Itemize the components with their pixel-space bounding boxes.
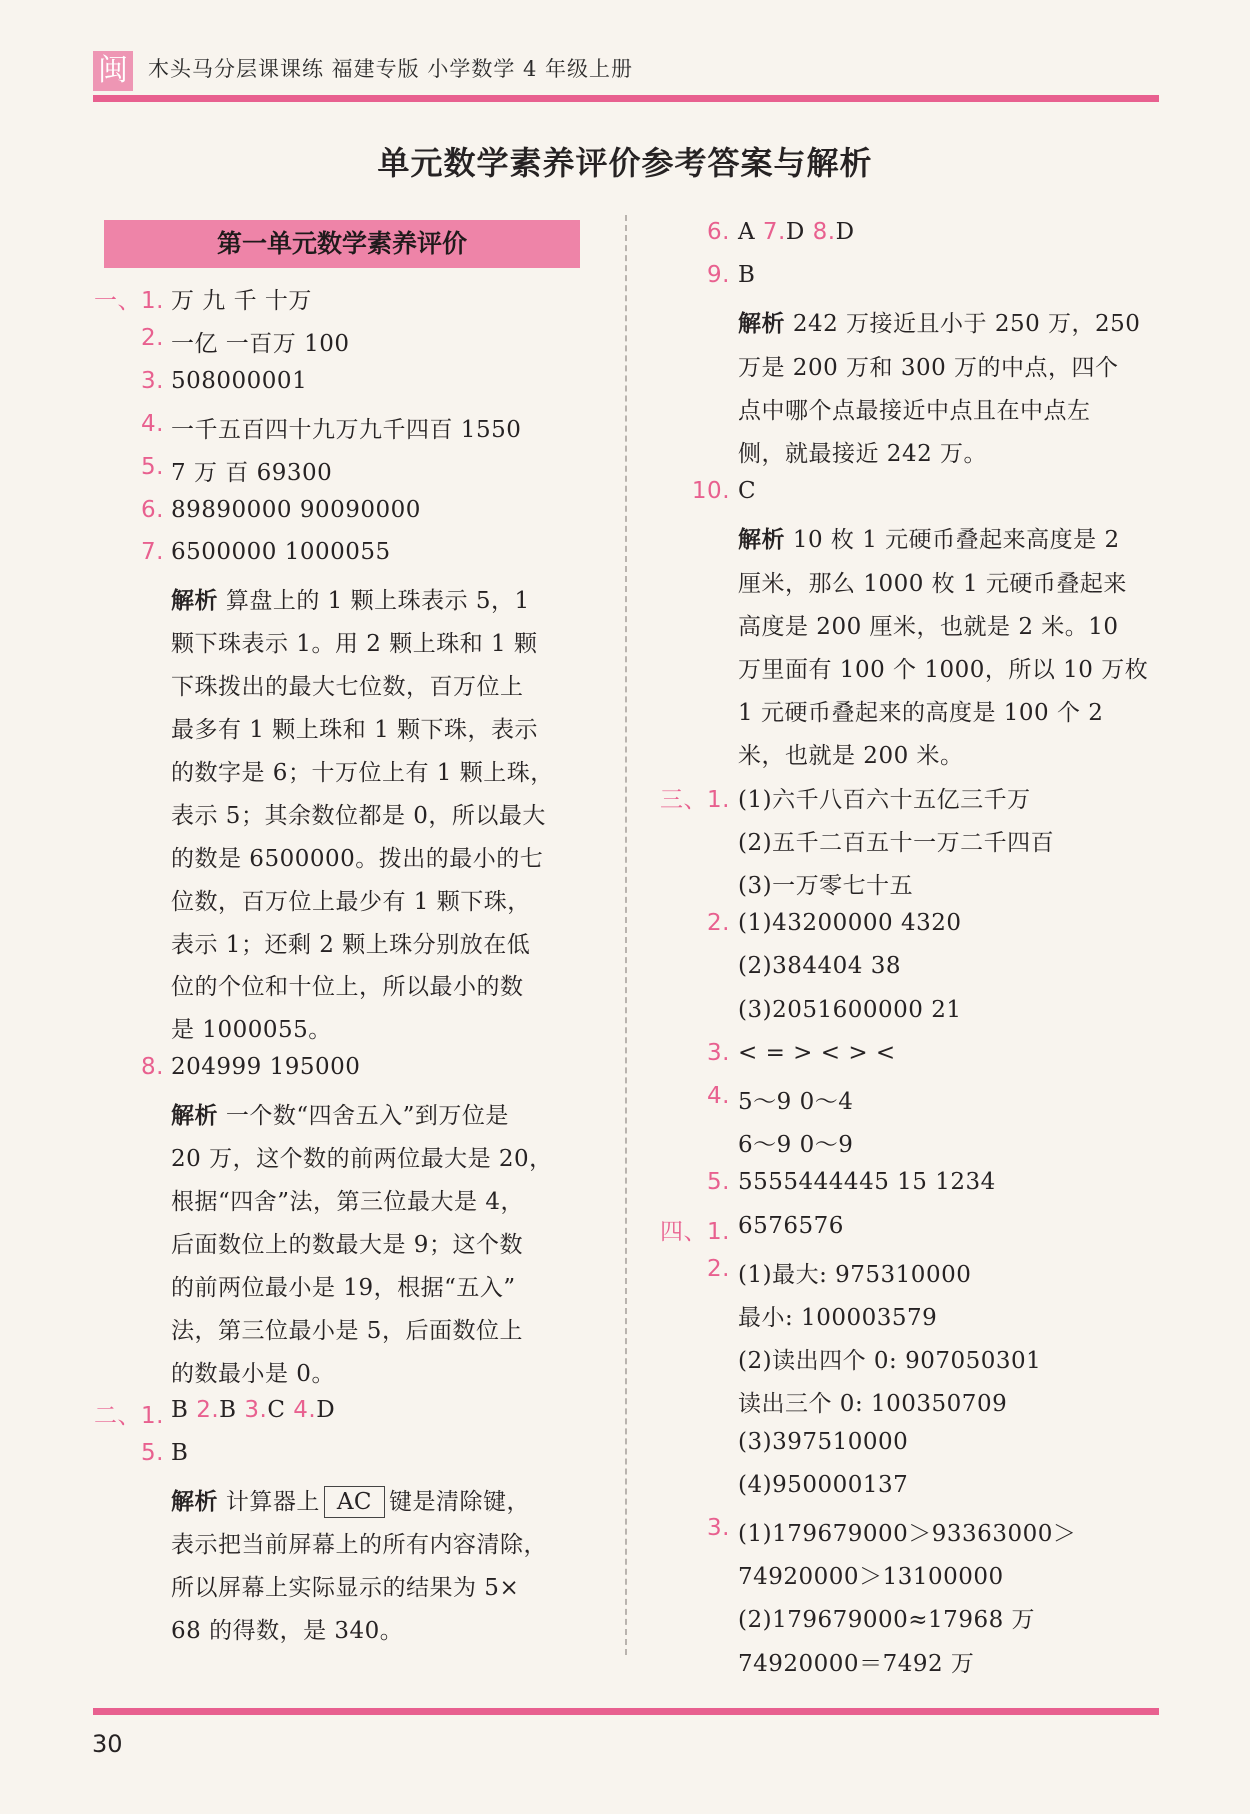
- item-number: 4.: [141, 410, 164, 437]
- answer-text: 74920000＝7492 万: [738, 1650, 975, 1677]
- page-title: 单元数学素养评价参考答案与解析: [377, 144, 873, 182]
- answer-line: [738, 1213, 844, 1239]
- answer-text: 计算器上: [225, 1489, 320, 1516]
- calculator-key: AC: [324, 1486, 385, 1518]
- item-number: 3.: [707, 1039, 730, 1066]
- answer-text: 法，第三位最小是 5，后面数位上: [171, 1317, 523, 1344]
- item-number: 9.: [707, 262, 730, 289]
- answer-text: 一千五百四十九万九千四百 1550: [171, 416, 522, 443]
- answer-text: A: [738, 219, 763, 245]
- answer-text: 74920000＞13100000: [738, 1564, 1004, 1591]
- item-number: 二、1.: [94, 1403, 164, 1430]
- answer-text: D: [785, 219, 813, 245]
- answer-text: 表示 1；还剩 2 颗上珠分别放在低: [171, 931, 531, 958]
- answer-text: 最多有 1 颗上珠和 1 颗下珠，表示: [171, 717, 539, 743]
- answer-line: [738, 1299, 937, 1332]
- answer-line: [738, 694, 1103, 727]
- answer-line: [738, 651, 1148, 684]
- answer-text: 表示 5；其余数位都是 0，所以最大: [171, 802, 546, 829]
- answer-text: 6500000 1000055: [171, 539, 391, 566]
- answer-line: [171, 1526, 547, 1559]
- answer-line: [171, 1054, 360, 1080]
- answer-text: 89890000 90090000: [171, 496, 421, 523]
- answer-line: [738, 565, 1127, 598]
- answer-text: (2)384404 38: [738, 953, 901, 980]
- item-number: 一、1.: [94, 288, 164, 314]
- answer-text: 厘米，那么 1000 枚 1 元硬币叠起来: [738, 570, 1127, 597]
- answer-text: (3)一万零七十五: [738, 873, 914, 899]
- item-number: 2.: [707, 910, 730, 937]
- answer-text: 204999 195000: [171, 1054, 361, 1081]
- item-number: 5.: [141, 453, 164, 480]
- answer-text: 位数，百万位上最少有 1 颗下珠，: [171, 888, 531, 915]
- answer-text: C: [267, 1397, 294, 1424]
- answer-text: 高度是 200 厘米，也就是 2 米。10: [738, 613, 1119, 640]
- answer-text: 下珠拨出的最大七位数，百万位上: [171, 674, 524, 701]
- answer-line: [171, 1312, 523, 1345]
- answer-text: B: [738, 262, 756, 289]
- answer-text: 6576576: [738, 1212, 844, 1239]
- item-number: 4.: [707, 1083, 730, 1109]
- answer-text: < = > < > <: [738, 1039, 896, 1066]
- answer-line: [738, 824, 1054, 857]
- answer-text: (3)2051600000 21: [738, 996, 962, 1023]
- answer-text: (2)读出四个 0: 907050301: [738, 1348, 1042, 1375]
- answer-text: (1)最大: 975310000: [738, 1261, 972, 1288]
- answer-line: [171, 1612, 403, 1645]
- answer-line: [171, 711, 538, 744]
- item-number: 3.: [707, 1515, 730, 1541]
- answer-text: 颗下珠表示 1。用 2 颗上珠和 1 颗: [171, 631, 538, 658]
- answer-line: [171, 1569, 519, 1602]
- answer-line: [171, 368, 307, 394]
- answer-text: 米，也就是 200 米。: [738, 743, 964, 770]
- answer-text: 侧，就最接近 242 万。: [738, 441, 988, 467]
- answer-text: 一亿 一百万 100: [171, 330, 350, 357]
- answer-line: [738, 262, 755, 288]
- answer-line: [171, 926, 530, 959]
- column-divider: [625, 215, 627, 1655]
- answer-line: [171, 282, 312, 315]
- answer-line: [738, 1429, 908, 1455]
- answer-text: 后面数位上的数最大是 9；这个数: [171, 1231, 523, 1258]
- answer-text: 键是清除键，: [389, 1489, 531, 1516]
- answer-text: 242 万接近且小于 250 万，250: [792, 311, 1141, 338]
- answer-line: [171, 1269, 516, 1302]
- analysis-tag: 解析: [738, 527, 785, 554]
- answer-line: [738, 1040, 896, 1066]
- answer-text: 5～9 0～4: [738, 1089, 854, 1115]
- answer-line: [171, 582, 530, 615]
- answer-text: 所以屏幕上实际显示的结果为 5×: [171, 1575, 520, 1601]
- item-number: 4.: [293, 1397, 317, 1424]
- answer-line: [171, 1011, 332, 1044]
- answer-line: [171, 968, 524, 1001]
- item-number: 8.: [141, 1054, 164, 1081]
- answer-text: 万里面有 100 个 1000，所以 10 万枚: [738, 657, 1149, 683]
- answer-text: C: [738, 478, 757, 505]
- answer-line: [171, 325, 350, 358]
- answer-text: (1)六千八百六十五亿三千万: [738, 786, 1031, 813]
- item-number: 7.: [141, 539, 164, 566]
- answer-line: [171, 1097, 509, 1130]
- answer-line: [738, 219, 855, 245]
- answer-line: [738, 1256, 971, 1289]
- answer-text: D: [835, 219, 855, 245]
- analysis-tag: 解析: [171, 1103, 218, 1130]
- answer-text: (3)397510000: [738, 1428, 909, 1455]
- answer-line: [738, 1083, 853, 1116]
- answer-line: [171, 883, 531, 916]
- answer-line: [738, 867, 913, 900]
- item-number: 10.: [691, 478, 730, 505]
- answer-line: [171, 497, 421, 523]
- answer-text: 6～9 0～9: [738, 1132, 854, 1159]
- answer-text: B: [171, 1440, 189, 1467]
- footer-rule: [93, 1708, 1159, 1715]
- answer-text: (2)五千二百五十一万二千四百: [738, 829, 1055, 856]
- answer-text: B: [219, 1397, 245, 1424]
- answer-line: [738, 737, 964, 770]
- item-number: 6.: [141, 496, 164, 523]
- answer-text: 的前两位最小是 19，根据“五入”: [171, 1274, 516, 1301]
- answer-text: 1 元硬币叠起来的高度是 100 个 2: [738, 700, 1104, 727]
- item-number: 3.: [244, 1397, 268, 1424]
- answer-line: [738, 521, 1120, 554]
- answer-text: 算盘上的 1 颗上珠表示 5，1: [225, 588, 530, 615]
- answer-line: [738, 781, 1031, 814]
- answer-line: [171, 454, 332, 487]
- answer-line: [171, 1226, 523, 1259]
- answer-line: [738, 1169, 996, 1195]
- analysis-tag: 解析: [738, 311, 785, 338]
- analysis-tag: 解析: [171, 1489, 218, 1516]
- item-number: 6.: [707, 219, 730, 245]
- answer-line: [171, 1183, 524, 1216]
- item-number: 2.: [196, 1397, 220, 1424]
- answer-line: [171, 1140, 553, 1173]
- answer-text: 读出三个 0: 100350709: [738, 1391, 1008, 1418]
- item-number: 3.: [141, 367, 164, 394]
- item-number: 三、1.: [660, 786, 730, 813]
- answer-text: 万 九 千 十万: [171, 288, 312, 314]
- answer-line: [171, 411, 521, 444]
- answer-line: [738, 1472, 908, 1498]
- answer-text: 20 万，这个数的前两位最大是 20，: [171, 1146, 553, 1172]
- province-logo: 闽: [93, 51, 133, 91]
- answer-line: [738, 1558, 1004, 1591]
- item-number: 四、1.: [660, 1218, 730, 1245]
- answer-text: 位的个位和十位上，所以最小的数: [171, 974, 524, 1001]
- answer-text: 10 枚 1 元硬币叠起来高度是 2: [792, 527, 1120, 554]
- item-number: 2.: [141, 324, 164, 351]
- answer-line: [738, 1385, 1007, 1418]
- answer-text: 5555444445 15 1234: [738, 1169, 996, 1196]
- item-number: 5.: [141, 1440, 164, 1467]
- answer-line: [171, 1483, 530, 1518]
- analysis-tag: 解析: [171, 588, 218, 615]
- answer-text: 最小: 100003579: [738, 1305, 938, 1331]
- answer-line: [171, 840, 543, 873]
- answer-line: [171, 625, 537, 658]
- answer-line: [738, 608, 1119, 641]
- answer-line: [738, 1645, 974, 1678]
- item-number: 7.: [762, 219, 786, 245]
- answer-line: [738, 435, 987, 468]
- answer-line: [171, 1355, 335, 1388]
- answer-line: [738, 1601, 1035, 1634]
- answer-text: 的数字是 6；十万位上有 1 颗上珠，: [171, 759, 554, 786]
- answer-text: 表示把当前屏幕上的所有内容清除，: [171, 1532, 547, 1559]
- page-header: [93, 45, 1159, 102]
- item-number: 2.: [707, 1255, 730, 1282]
- answer-line: [738, 1515, 1076, 1548]
- answer-text: (1)179679000＞93363000＞: [738, 1521, 1077, 1547]
- section-badge: 第一单元数学素养评价: [104, 220, 580, 268]
- answer-line: [738, 305, 1140, 338]
- answer-text: (1)43200000 4320: [738, 910, 962, 937]
- answer-line: [171, 668, 524, 701]
- item-number: 8.: [812, 219, 836, 245]
- answer-text: D: [316, 1397, 336, 1424]
- answer-text: 的数最小是 0。: [171, 1360, 335, 1387]
- item-number: 5.: [707, 1169, 730, 1196]
- answer-text: 万是 200 万和 300 万的中点，四个: [738, 354, 1119, 381]
- answer-text: 根据“四舍”法，第三位最大是 4，: [171, 1188, 524, 1215]
- answer-text: B: [171, 1397, 197, 1424]
- answer-line: [738, 953, 901, 979]
- answer-line: [171, 1397, 335, 1423]
- answer-line: [171, 1440, 188, 1466]
- answer-text: 的数是 6500000。拨出的最小的七: [171, 845, 544, 872]
- answer-line: [738, 910, 962, 936]
- answer-text: 508000001: [171, 367, 308, 394]
- answer-line: [738, 997, 962, 1023]
- answer-line: [738, 349, 1119, 382]
- answer-line: [171, 539, 391, 565]
- page-number: 30: [92, 1730, 123, 1758]
- book-title: 木头马分层课课练 福建专版 小学数学 4 年级上册: [148, 57, 634, 81]
- answer-text: (2)179679000≈17968 万: [738, 1607, 1036, 1634]
- answer-text: 点中哪个点最接近中点且在中点左: [738, 397, 1091, 424]
- answer-text: 是 1000055。: [171, 1017, 332, 1044]
- answer-line: [738, 392, 1091, 425]
- answer-text: 7 万 百 69300: [171, 459, 333, 486]
- answer-line: [171, 754, 554, 787]
- answer-line: [171, 797, 546, 830]
- answer-line: [738, 1342, 1041, 1375]
- answer-line: [738, 1126, 853, 1159]
- answer-text: 68 的得数，是 340。: [171, 1617, 404, 1644]
- answer-text: (4)950000137: [738, 1471, 909, 1498]
- answer-text: 一个数“四舍五入”到万位是: [225, 1103, 509, 1130]
- answer-line: [738, 478, 756, 504]
